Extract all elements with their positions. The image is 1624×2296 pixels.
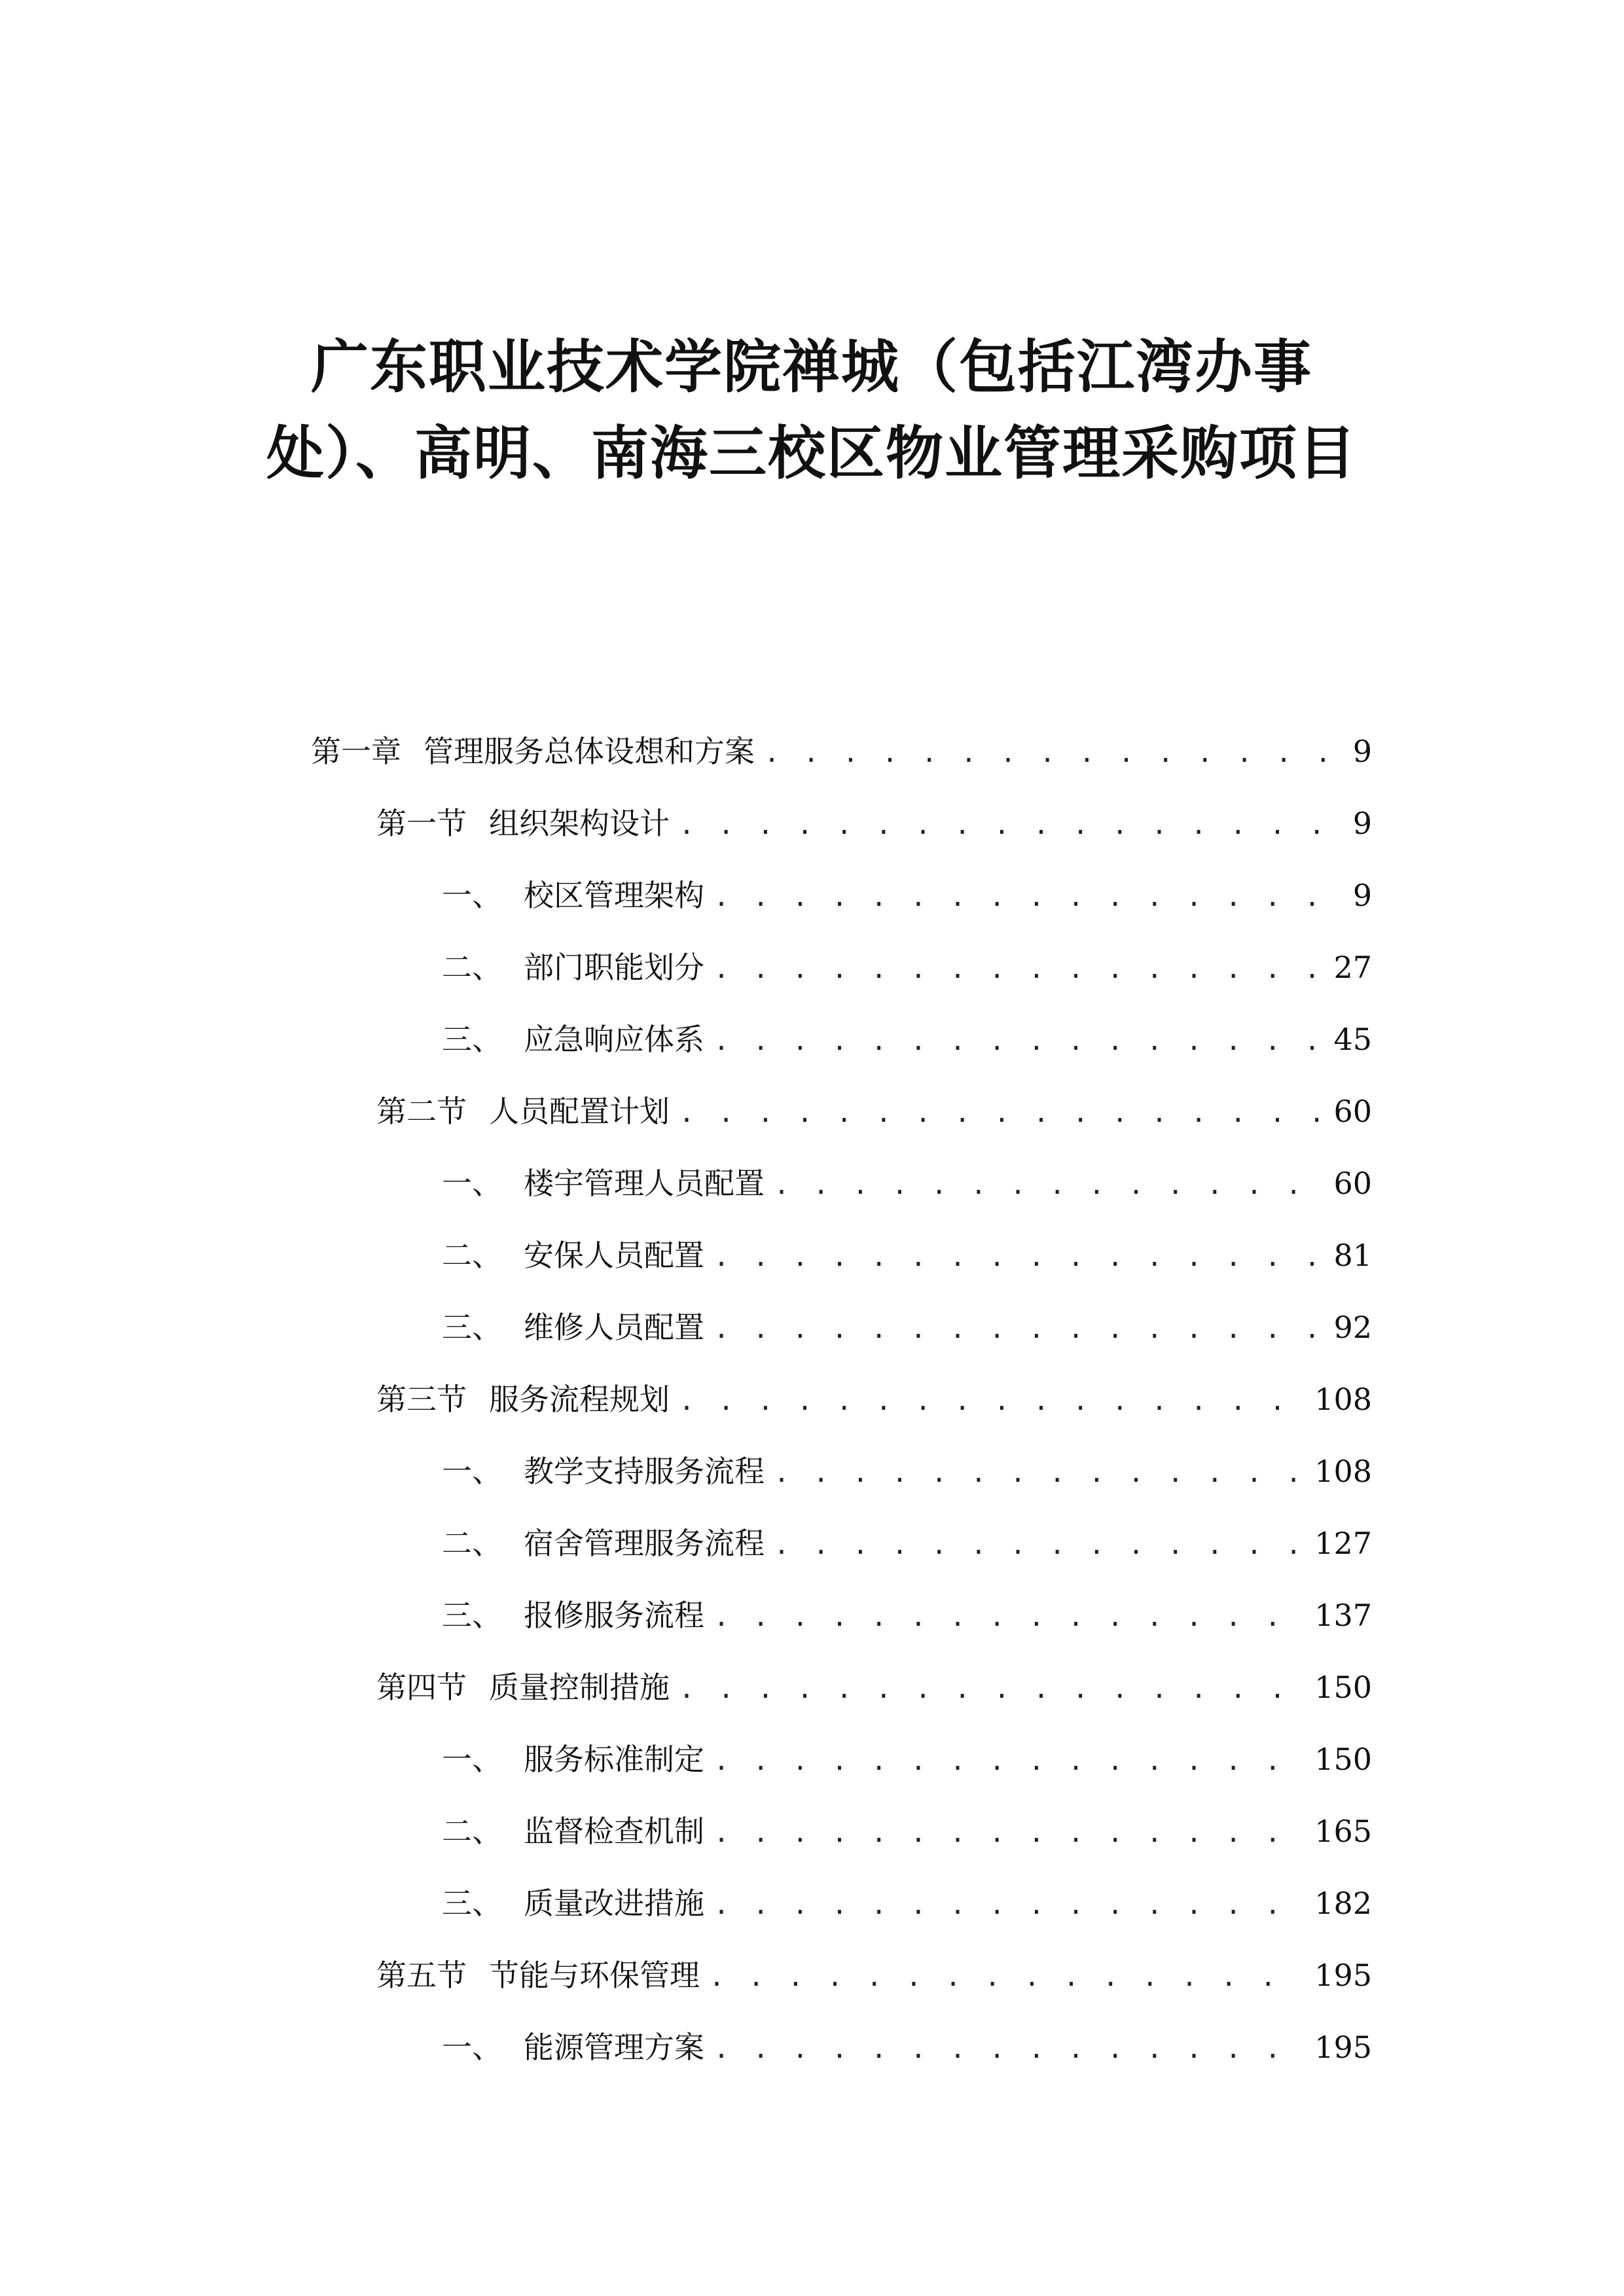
toc-dot-leader <box>679 1382 1303 1421</box>
toc-entry-number: 第一章 <box>311 734 401 769</box>
toc-dot-leader <box>679 1670 1303 1709</box>
toc-entry-label: 组织架构设计 <box>489 806 670 841</box>
toc-entry-label: 服务流程规划 <box>489 1382 670 1417</box>
toc-entry[interactable] <box>0 1812 1624 1884</box>
toc-dot-leader <box>679 1094 1322 1133</box>
toc-entry-label: 报修服务流程 <box>524 1598 704 1633</box>
toc-entry-number: 第一节 <box>376 806 467 841</box>
toc-entry-page: 195 <box>1314 2030 1372 2065</box>
toc-entry-number: 二、 <box>442 1238 502 1273</box>
toc-entry[interactable] <box>0 1668 1624 1740</box>
toc-entry-label: 应急响应体系 <box>524 1022 704 1057</box>
toc-entry-label: 部门职能划分 <box>524 950 704 985</box>
toc-dot-leader <box>713 1886 1303 1925</box>
toc-entry-page: 9 <box>1352 878 1372 913</box>
toc-entry-page: 150 <box>1314 1670 1372 1705</box>
toc-dot-leader <box>713 950 1322 989</box>
toc-dot-leader <box>713 1238 1322 1277</box>
toc-entry-page: 182 <box>1314 1886 1372 1921</box>
toc-dot-leader <box>713 2030 1303 2069</box>
toc-entry[interactable] <box>0 1380 1624 1452</box>
toc-entry[interactable] <box>0 1596 1624 1668</box>
toc-entry-number: 第三节 <box>376 1382 467 1417</box>
toc-entry[interactable] <box>0 1740 1624 1812</box>
toc-entry[interactable] <box>0 1884 1624 1956</box>
toc-entry-label: 宿舍管理服务流程 <box>524 1526 765 1561</box>
toc-entry-page: 92 <box>1333 1310 1372 1345</box>
toc-entry[interactable] <box>0 2028 1624 2100</box>
toc-dot-leader <box>713 1310 1322 1349</box>
toc-entry-page: 195 <box>1314 1958 1372 1993</box>
toc-dot-leader <box>713 1742 1303 1781</box>
toc-entry-page: 81 <box>1333 1238 1372 1273</box>
toc-entry[interactable] <box>0 1956 1624 2028</box>
toc-entry-page: 9 <box>1352 734 1372 769</box>
toc-entry-number: 一、 <box>442 1742 502 1777</box>
toc-entry[interactable] <box>0 1236 1624 1308</box>
toc-dot-leader <box>713 878 1341 917</box>
toc-entry-number: 三、 <box>442 1310 502 1345</box>
document-title: 广东职业技术学院禅城（包括江湾办事处）、高明、南海三校区物业管理采购项目 <box>266 333 1357 487</box>
toc-entry[interactable] <box>0 1164 1624 1236</box>
toc-entry-label: 安保人员配置 <box>524 1238 704 1273</box>
toc-dot-leader <box>713 1814 1303 1853</box>
toc-entry-page: 60 <box>1333 1094 1372 1129</box>
toc-entry[interactable] <box>0 732 1624 804</box>
toc-entry-label: 监督检查机制 <box>524 1814 704 1849</box>
toc-entry-page: 108 <box>1314 1382 1372 1417</box>
toc-entry-label: 能源管理方案 <box>524 2030 704 2065</box>
toc-entry-label: 校区管理架构 <box>524 878 704 913</box>
toc-entry-label: 教学支持服务流程 <box>524 1454 765 1489</box>
toc-entry-number: 一、 <box>442 878 502 913</box>
toc-entry-number: 第四节 <box>376 1670 467 1705</box>
toc-dot-leader <box>709 1958 1303 1997</box>
toc-entry-number: 一、 <box>442 2030 502 2065</box>
toc-entry-page: 60 <box>1333 1166 1372 1201</box>
toc-entry-number: 二、 <box>442 950 502 985</box>
toc-entry-label: 维修人员配置 <box>524 1310 704 1345</box>
toc-entry[interactable] <box>0 1308 1624 1380</box>
toc-entry-label: 节能与环保管理 <box>489 1958 700 1993</box>
toc-dot-leader <box>774 1166 1322 1205</box>
toc-entry-number: 三、 <box>442 1886 502 1921</box>
toc-entry-page: 165 <box>1314 1814 1372 1849</box>
toc-entry-number: 第五节 <box>376 1958 467 1993</box>
table-of-contents <box>0 732 1624 2100</box>
toc-dot-leader <box>774 1526 1303 1565</box>
toc-entry[interactable] <box>0 1452 1624 1524</box>
toc-dot-leader <box>774 1454 1303 1493</box>
toc-dot-leader <box>764 734 1341 773</box>
toc-entry-number: 二、 <box>442 1814 502 1849</box>
toc-entry-page: 27 <box>1333 950 1372 985</box>
toc-entry-page: 9 <box>1352 806 1372 841</box>
toc-dot-leader <box>713 1598 1303 1637</box>
toc-entry-label: 质量改进措施 <box>524 1886 704 1921</box>
toc-entry-page: 137 <box>1314 1598 1372 1633</box>
toc-entry-label: 管理服务总体设想和方案 <box>424 734 755 769</box>
toc-entry-page: 108 <box>1314 1454 1372 1489</box>
toc-entry-number: 第二节 <box>376 1094 467 1129</box>
toc-dot-leader <box>713 1022 1322 1061</box>
toc-entry[interactable] <box>0 1092 1624 1164</box>
toc-entry[interactable] <box>0 804 1624 876</box>
toc-entry[interactable] <box>0 948 1624 1020</box>
toc-entry-label: 服务标准制定 <box>524 1742 704 1777</box>
toc-entry-number: 三、 <box>442 1598 502 1633</box>
toc-entry-label: 人员配置计划 <box>489 1094 670 1129</box>
toc-dot-leader <box>679 806 1341 845</box>
toc-entry-number: 三、 <box>442 1022 502 1057</box>
toc-entry[interactable] <box>0 876 1624 948</box>
toc-entry-number: 一、 <box>442 1454 502 1489</box>
toc-entry-label: 质量控制措施 <box>489 1670 670 1705</box>
toc-entry[interactable] <box>0 1020 1624 1092</box>
toc-entry-number: 二、 <box>442 1526 502 1561</box>
toc-entry-page: 127 <box>1314 1526 1372 1561</box>
toc-entry-page: 150 <box>1314 1742 1372 1777</box>
toc-entry-number: 一、 <box>442 1166 502 1201</box>
toc-entry-page: 45 <box>1333 1022 1372 1057</box>
toc-entry[interactable] <box>0 1524 1624 1596</box>
toc-entry-label: 楼宇管理人员配置 <box>524 1166 765 1201</box>
